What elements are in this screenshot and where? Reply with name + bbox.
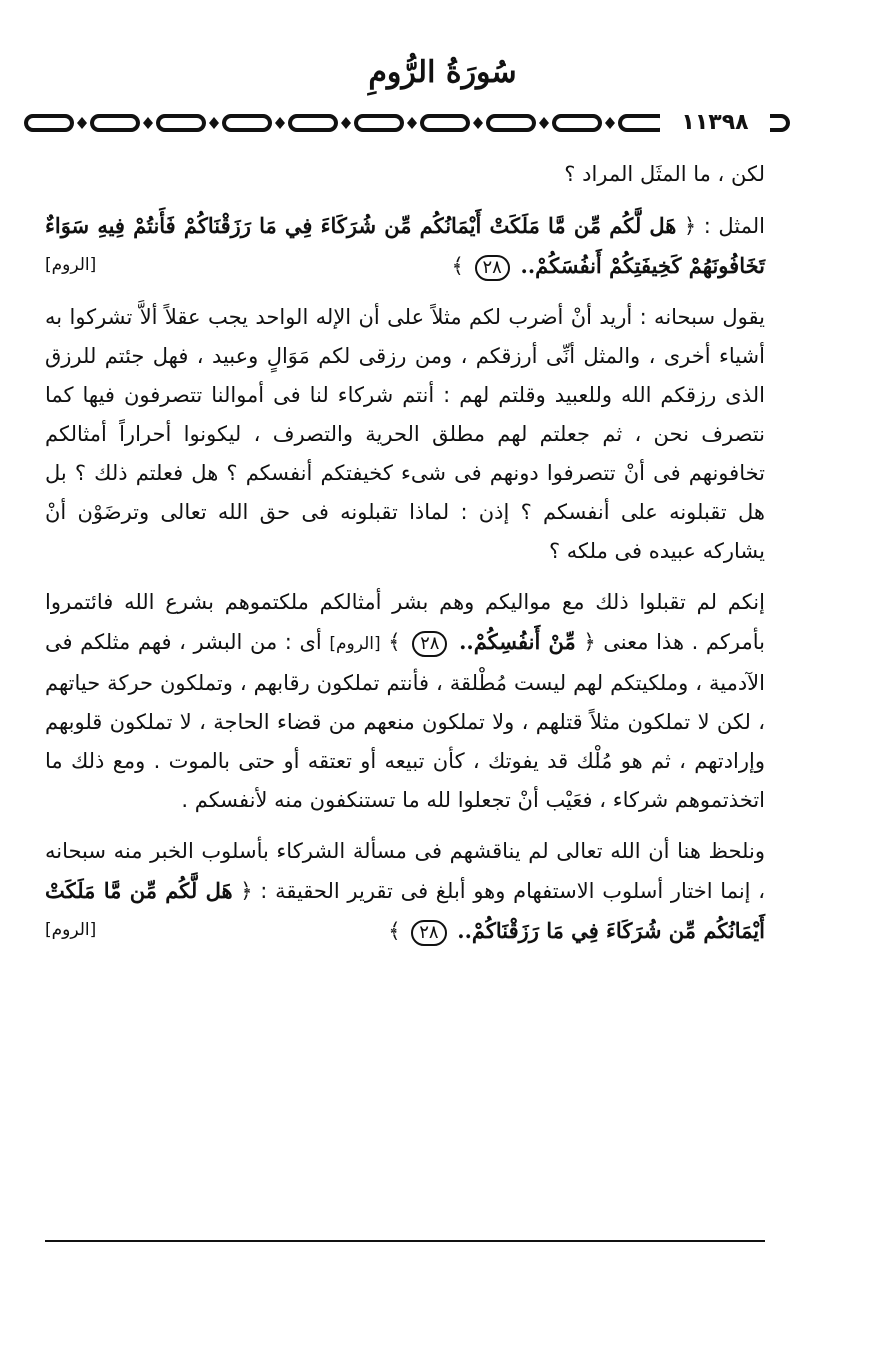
ornate-bracket-open: ﴿ [583, 630, 596, 654]
body-text [45, 155, 765, 963]
paragraph-5-intro: ونلحظ هنا أن الله تعالى لم يناقشهم فى مسألة الشركاء بأسلوب الخبر منه سبحانه ، إنما اختار أسلوب الاستفهام وهو أبلغ فى تقرير الحقيقة : [45, 839, 765, 903]
paragraph-4 [45, 583, 765, 820]
paragraph-2 [45, 206, 765, 286]
ayah-number: ٢٨ [411, 920, 446, 946]
ornate-bracket-close: ﴾ [451, 254, 464, 278]
ornate-bracket-close: ﴾ [388, 630, 401, 654]
quran-verse: مِّنْ أَنفُسِكُمْ.. [459, 629, 576, 654]
ayah-number: ٢٨ [475, 255, 510, 281]
quran-verse: هَل لَّكُم مِّن مَّا مَلَكَتْ أَيْمَانُكُم مِّن شُرَكَاءَ فِي مَا رَزَقْنَاكُمْ فَأَنتُمْ فِيهِ سَوَاءٌ تَخَافُونَهُمْ كَخِيفَتِكُمْ أَنفُسَكُمْ.. [45, 213, 765, 278]
surah-reference: [الروم] [329, 634, 381, 654]
footnote-divider [45, 1240, 765, 1242]
ornate-bracket-open: ﴿ [683, 214, 697, 238]
quran-verse: هَل لَّكُم مِّن مَّا مَلَكَتْ أَيْمَانُكُم مِّن شُرَكَاءَ فِي مَا رَزَقْنَاكُمْ.. [45, 878, 765, 943]
paragraph-5 [45, 832, 765, 951]
ornate-bracket-close: ﴾ [388, 919, 401, 943]
ayah-number: ٢٨ [412, 631, 447, 657]
surah-title: سُورَةُ الرُّومِ [368, 55, 517, 90]
page-number: ١١٣٩٨ [660, 110, 770, 136]
paragraph-1: لكن ، ما المثَل المراد ؟ [564, 162, 765, 186]
surah-reference: [الروم] [45, 255, 97, 275]
ornate-bracket-open: ﴿ [240, 879, 253, 903]
paragraph-3: يقول سبحانه : أريد أنْ أضرب لكم مثلاً على أن الإله الواحد يجب عقلاً ألاَّ تشركوا به أشياء أخرى ، والمثل أنِّى أرزقكم ، ومن رزقى لكم مَوَالٍ وعبيد ، فهل جئتم للرزق الذى رزقكم الله وللعبيد وقلتم لهم : أنتم شركاء لنا فى أموالنا تتصرفون فيها كما نتصرف نحن ، ثم جعلتم لهم مطلق الحرية والتصرف ، ليكونوا أحراراً أمثالكم تخافونهم فى أنْ تتصرفوا دونهم فى شىء كخيفتكم أنفسكم ؟ هل فعلتم ذلك ؟ بل هل تقبلونه على أنفسكم ؟ إذن : لماذا تقبلونه فى حق الله تعالى وترضَوْن أنْ يشاركه عبيده فى ملكه ؟ [45, 305, 765, 563]
label-mathal: المثل : [703, 214, 766, 238]
paragraph-4-intro: إنكم لم تقبلوا ذلك مع مواليكم وهم بشر أمثالكم ملكتموهم بشرع الله فائتمروا بأمركم . هذا معنى [45, 590, 765, 654]
surah-reference: [الروم] [45, 920, 97, 940]
paragraph-4-rest: أى : من البشر ، فهم مثلكم فى الآدمية ، وملكيتكم لهم ليست مُطْلقة ، فأنتم تملكون رقابهم ، وتملكون حركة حياتهم ، لكن لا تملكون مثلاً قتلهم ، ولا تملكون منعهم من قضاء الحاجة ، لا تملكون قلوبهم وإرادتهم ، ثم هو مُلْك قد يفوتك ، كأن تبيعه أو تعتقه أو حتى بالموت . ومع ذلك ما اتخذتموهم شركاء ، فعَيْب أنْ تجعلوا لله ما تستنكفون منه لأنفسكم . [45, 630, 765, 812]
